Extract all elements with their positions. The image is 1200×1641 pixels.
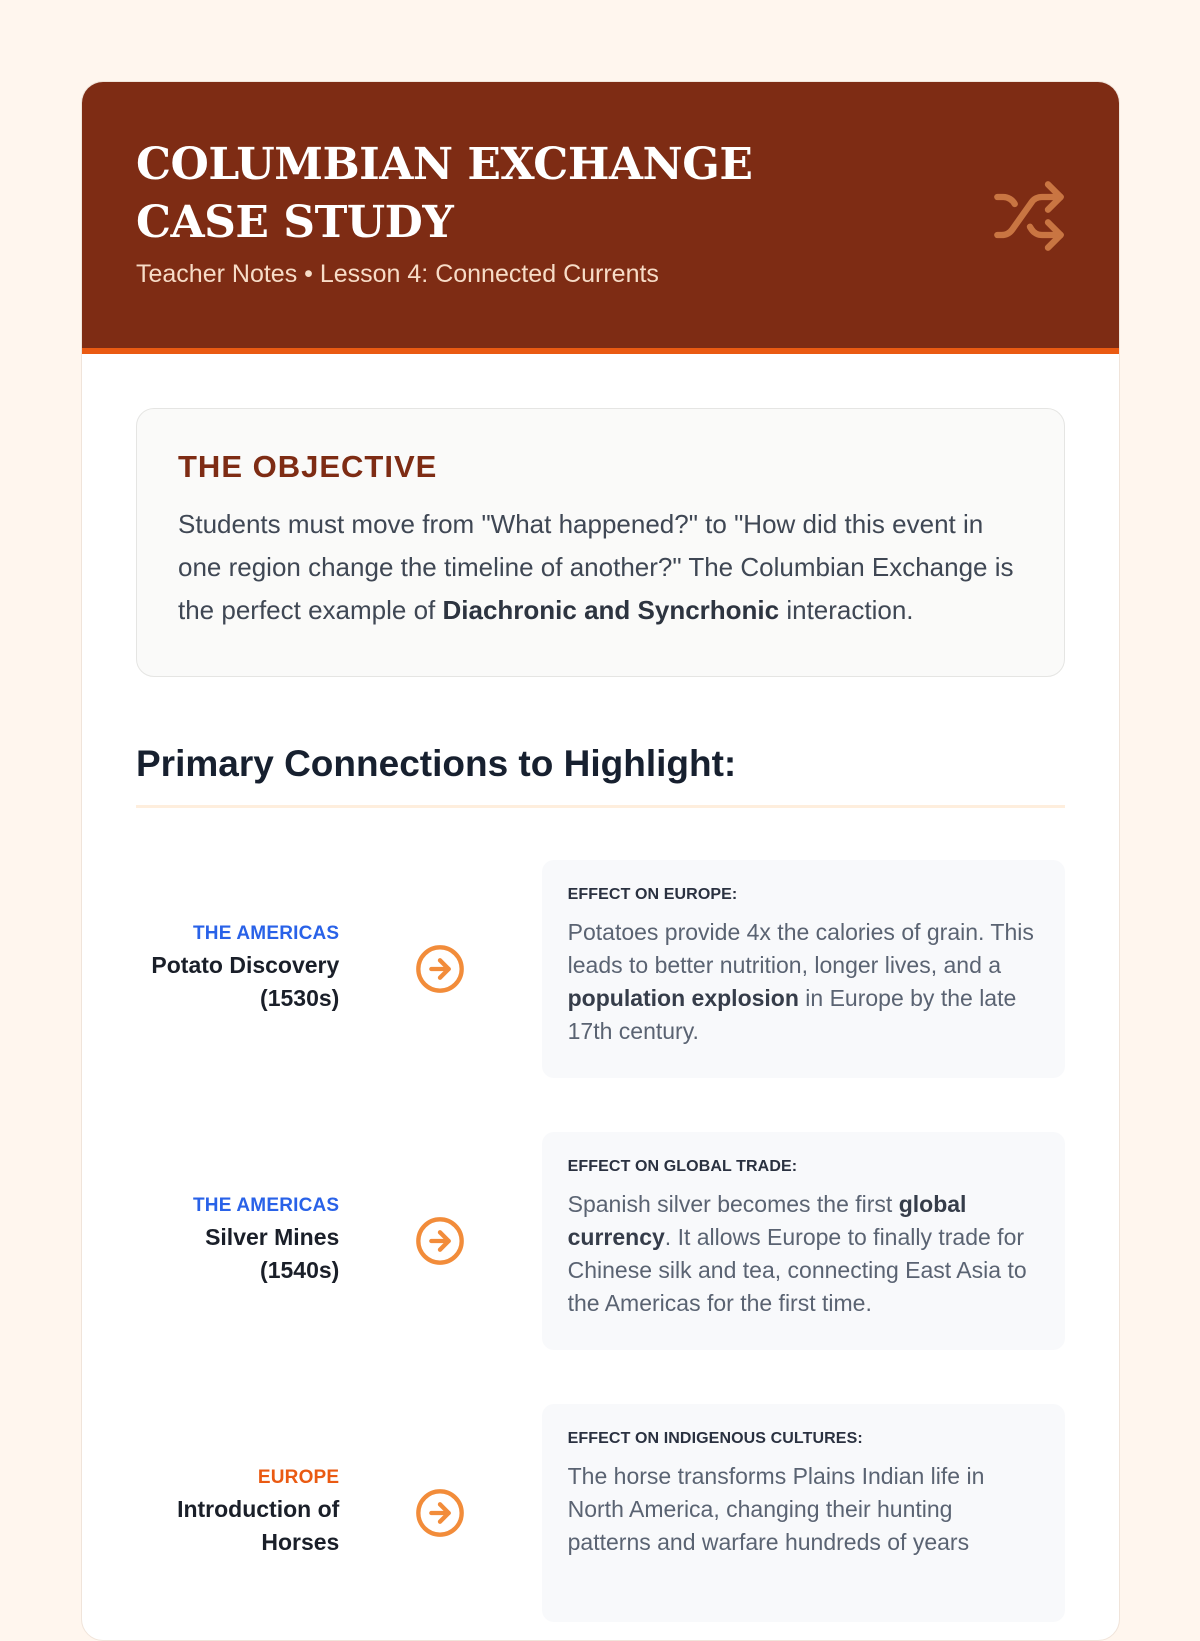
arrow-right-circle-icon	[414, 1487, 466, 1539]
arrow-right-circle-icon	[414, 1215, 466, 1267]
event-label: Introduction of Horses	[177, 1496, 340, 1555]
effect-card	[542, 1132, 1065, 1350]
effect-card	[542, 1404, 1065, 1622]
region-label: THE AMERICAS	[193, 1195, 340, 1216]
shuffle-icon	[991, 178, 1067, 254]
effect-card	[542, 860, 1065, 1078]
arrow-right-circle-icon	[414, 943, 466, 995]
effect-label: EFFECT ON GLOBAL TRADE:	[567, 1158, 798, 1175]
case-study-card	[81, 81, 1120, 1641]
objective-text: Students must move from "What happened?" to "How did this event in one region change the timeline of another?" The Columbian Exchange is the perfect example of Diachronic and Syncrhonic interaction.	[178, 509, 1014, 625]
region-label: EUROPE	[257, 1467, 340, 1488]
objective-title: THE OBJECTIVE	[178, 449, 438, 484]
effect-text: The horse transforms Plains Indian life in North America, changing their hunting patterns and warfare hundreds of years	[567, 1463, 985, 1555]
effect-label: EFFECT ON INDIGENOUS CULTURES:	[567, 1430, 863, 1447]
connection-row	[136, 1404, 1065, 1622]
event-label: Potato Discovery (1530s)	[151, 952, 340, 1011]
connection-row	[136, 860, 1065, 1078]
effect-text: Potatoes provide 4x the calories of grain. This leads to better nutrition, longer lives, and a population explosion in Europe by the late 17th century.	[567, 919, 1034, 1044]
page-subtitle: Teacher Notes • Lesson 4: Connected Currents	[136, 260, 659, 288]
region-label: THE AMERICAS	[193, 923, 340, 944]
objective-box	[136, 408, 1065, 677]
effect-text: Spanish silver becomes the first global currency. It allows Europe to finally trade for Chinese silk and tea, connecting East Asia to the Americas for the first time.	[567, 1191, 1027, 1316]
section-title: Primary Connections to Highlight:	[136, 743, 1065, 808]
event-label: Silver Mines (1540s)	[205, 1224, 340, 1283]
connection-row	[136, 1132, 1065, 1350]
page-title: COLUMBIAN EXCHANGE CASE STUDY	[136, 139, 753, 248]
effect-label: EFFECT ON EUROPE:	[567, 886, 738, 903]
header	[82, 82, 1119, 354]
connections-list	[136, 860, 1065, 1622]
